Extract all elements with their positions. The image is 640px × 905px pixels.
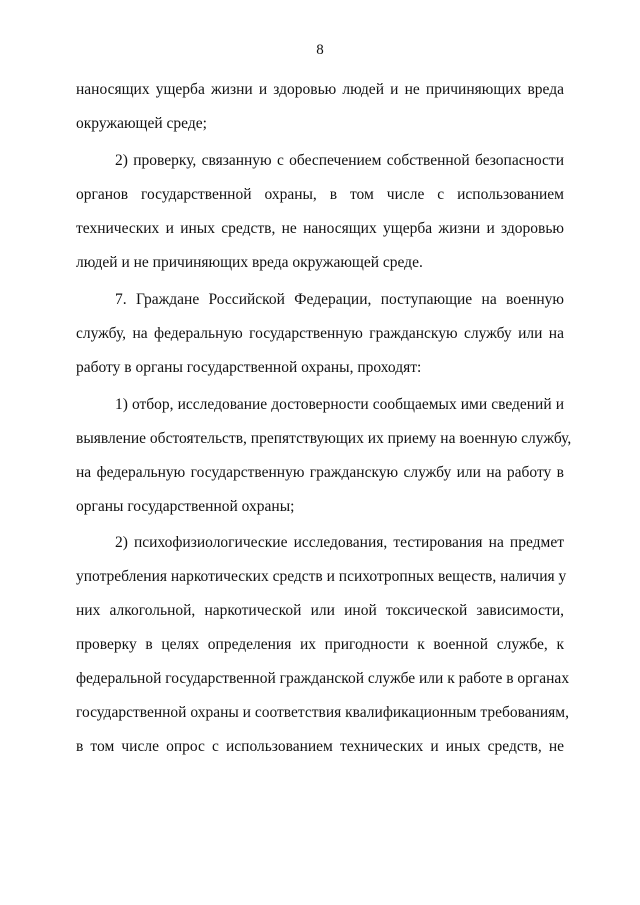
text-line: на федеральную государственную гражданскую службу или на работу в xyxy=(76,464,564,481)
paragraph-start-line: 7. Граждане Российской Федерации, поступающие на военную xyxy=(115,291,564,308)
text-line: наносящих ущерба жизни и здоровью людей и не причиняющих вреда xyxy=(76,81,564,98)
text-line: органы государственной охраны; xyxy=(76,498,295,515)
text-line: окружающей среде; xyxy=(76,115,207,132)
text-line: проверку в целях определения их пригодности к военной службе, к xyxy=(76,636,564,653)
paragraph-start-line: 1) отбор, исследование достоверности сообщаемых ими сведений и xyxy=(115,396,564,413)
text-line: службу, на федеральную государственную гражданскую службу или на xyxy=(76,325,564,342)
text-line: технических и иных средств, не наносящих ущерба жизни и здоровью xyxy=(76,220,564,237)
text-line: людей и не причиняющих вреда окружающей среде. xyxy=(76,254,423,271)
text-line: них алкогольной, наркотической или иной токсической зависимости, xyxy=(76,602,564,619)
text-line: органов государственной охраны, в том числе с использованием xyxy=(76,186,564,203)
text-line: государственной охраны и соответствия квалификационным требованиям, xyxy=(76,704,569,721)
paragraph-start-line: 2) психофизиологические исследования, тестирования на предмет xyxy=(115,534,564,551)
text-line: федеральной государственной гражданской службе или к работе в органах xyxy=(76,670,570,687)
paragraph-start-line: 2) проверку, связанную с обеспечением собственной безопасности xyxy=(115,152,564,169)
text-line: выявление обстоятельств, препятствующих их приему на военную службу, xyxy=(76,430,572,447)
page-number: 8 xyxy=(316,42,324,58)
text-line: работу в органы государственной охраны, проходят: xyxy=(76,359,422,376)
text-line: в том числе опрос с использованием технических и иных средств, не xyxy=(76,738,564,755)
text-line: употребления наркотических средств и психотропных веществ, наличия у xyxy=(76,568,567,585)
